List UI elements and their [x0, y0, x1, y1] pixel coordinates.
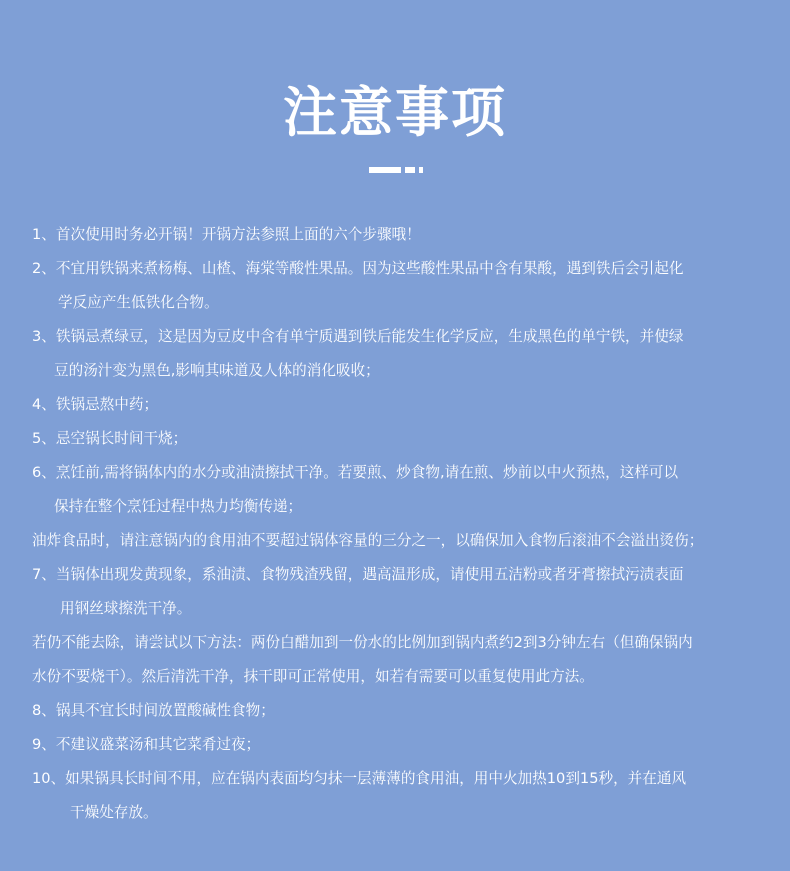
- note-line: 5、忌空锅长时间干烧；: [32, 430, 188, 447]
- note-line: 水份不要烧干）。然后清洗干净，抹干即可正常使用，如若有需要可以重复使用此方法。: [32, 668, 594, 685]
- note-line: 8、锅具不宜长时间放置酸碱性食物；: [32, 702, 275, 719]
- note-line: 7、当锅体出现发黄现象，系油渍、食物残渣残留，遇高温形成，请使用五洁粉或者牙膏擦拭污渍表面: [32, 566, 684, 583]
- note-line: 4、铁锅忌熬中药；: [32, 396, 159, 413]
- note-line: 10、如果锅具长时间不用，应在锅内表面均匀抹一层薄薄的食用油，用中火加热10到15秒，并在通风: [32, 770, 687, 787]
- note-line: 若仍不能去除，请尝试以下方法：两份白醋加到一份水的比例加到锅内煮约2到3分钟左右（但确保锅内: [32, 634, 693, 651]
- note-line: 用钢丝球擦洗干净。: [60, 600, 192, 617]
- divider-segment-short: [405, 167, 415, 173]
- note-line: 2、不宜用铁锅来煮杨梅、山楂、海棠等酸性果品。因为这些酸性果品中含有果酸，遇到铁后会引起化: [32, 260, 684, 277]
- divider-segment-long: [369, 167, 401, 173]
- note-line: 油炸食品时，请注意锅内的食用油不要超过锅体容量的三分之一，以确保加入食物后滚油不会溢出烫伤；: [32, 532, 704, 549]
- page-title: 注意事项: [283, 81, 507, 144]
- divider-segment-dot: [419, 167, 423, 173]
- note-line: 干燥处存放。: [70, 804, 158, 821]
- note-line: 3、铁锅忌煮绿豆，这是因为豆皮中含有单宁质遇到铁后能发生化学反应，生成黑色的单宁铁，并使绿: [32, 328, 684, 345]
- note-line: 保持在整个烹饪过程中热力均衡传递；: [54, 498, 303, 515]
- note-line: 豆的汤汁变为黑色,影响其味道及人体的消化吸收；: [54, 362, 380, 379]
- note-line: 学反应产生低铁化合物。: [58, 294, 219, 311]
- note-line: 9、不建议盛菜汤和其它菜肴过夜；: [32, 736, 261, 753]
- note-line: 6、烹饪前,需将锅体内的水分或油渍擦拭干净。若要煎、炒食物,请在煎、炒前以中火预热，这样可以: [32, 464, 679, 481]
- note-line: 1、首次使用时务必开锅！开锅方法参照上面的六个步骤哦！: [32, 226, 421, 243]
